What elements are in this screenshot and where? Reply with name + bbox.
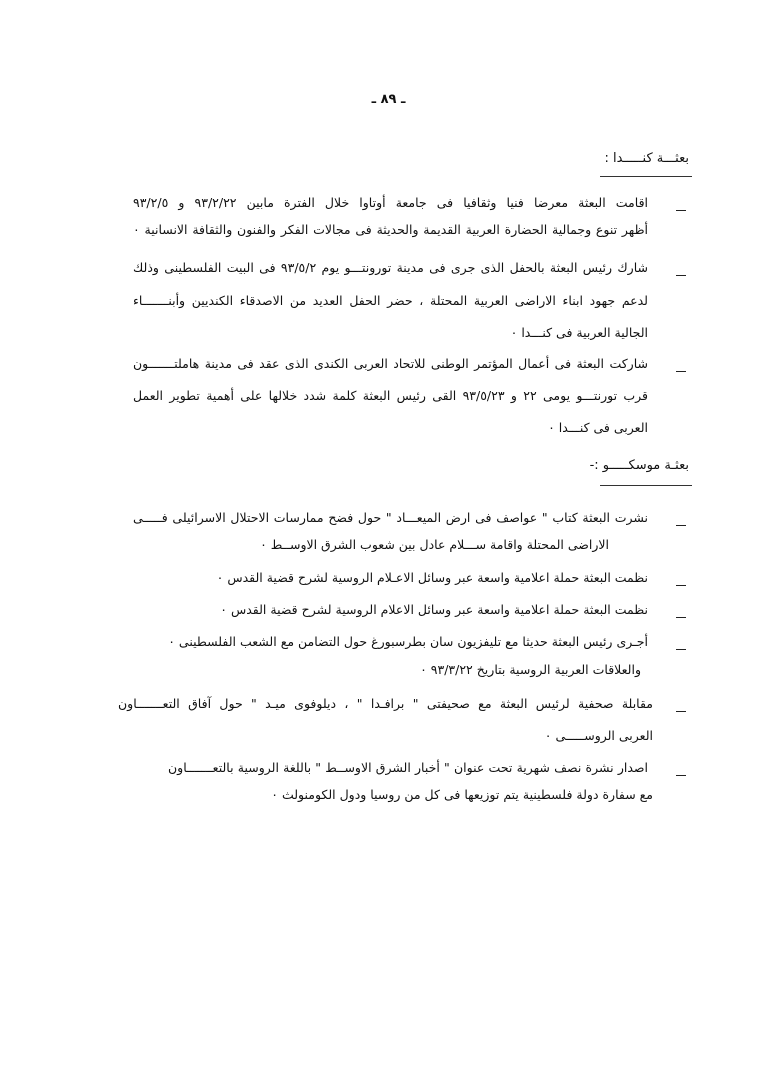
bullet-dash [676,775,686,776]
item-line: والعلاقات العربية الروسية بتاريخ ٩٣/٣/٢٢ ٠ [420,662,641,677]
item-line: اقامت البعثة معرضا فنيا وثقافيا فى جامعة أوتاوا خلال الفترة مابين ٩٣/٢/٢٢ و ٩٣/٢/٥ [133,195,649,210]
section-heading-canada: بعثـــة كنـــــدا : [604,151,689,166]
item-line: العربى فى كنـــدا ٠ [548,420,648,435]
item-line: العربى الروســـــى ٠ [544,728,653,743]
item-line: نشرت البعثة كتاب " عواصف فى ارض الميعـــاد " حول فضح ممارسات الاحتلال الاسرائيلى فـــــى [133,510,648,525]
bullet-dash [676,371,686,372]
item-line: الجالية العربية فى كنـــدا ٠ [510,325,648,340]
bullet-dash [676,210,686,211]
heading-underline [600,176,692,177]
item-line: مع سفارة دولة فلسطينية يتم توزيعها فى كل من روسيا ودول الكومنولث ٠ [271,787,653,802]
item-line: مقابلة صحفية لرئيس البعثة مع صحيفتى " برافـدا " ، ديلوفوى ميـد " حول آفاق التعـــــــاون [118,696,653,711]
heading-underline [600,485,692,486]
item-line: أظهر تنوع وجمالية الحضارة العربية القديمة والحديثة فى مجالات الفكر والفنون والثقافة الانسانية ٠ [133,222,648,237]
item-line: اصدار نشرة نصف شهرية تحت عنوان " أخبار الشرق الاوســط " باللغة الروسية بالتعـــــــاون [168,760,648,775]
bullet-dash [676,525,686,526]
item-line: شاركت البعثة فى أعمال المؤتمر الوطنى للاتحاد العربى الكندى الذى عقد فى مدينة هاملتـــــــون [133,356,648,371]
bullet-dash [676,617,686,618]
item-line: الاراضى المحتلة واقامة ســـلام عادل بين شعوب الشرق الاوســط ٠ [260,537,609,552]
bullet-dash [676,649,686,650]
item-line: أجـرى رئيس البعثة حديثا مع تليفزيون سان بطرسبورغ حول التضامن مع الشعب الفلسطينى ٠ [168,634,648,649]
item-line: شارك رئيس البعثة بالحفل الذى جرى فى مدينة تورونتـــو يوم ٩٣/٥/٢ فى البيت الفلسطينى وذلك [133,260,648,275]
item-line: نظمت البعثة حملة اعلامية واسعة عبر وسائل الاعـلام الروسية لشرح قضية القدس ٠ [216,570,648,585]
item-line: قرب تورنتـــو يومى ٢٢ و ٩٣/٥/٢٣ القى رئيس البعثة كلمة شدد خلالها على أهمية تطوير العمل [133,388,649,403]
page-number: ـ ٨٩ ـ [371,92,406,107]
bullet-dash [676,275,686,276]
item-line: لدعم جهود ابناء الاراضى العربية المحتلة ، حضر الحفل العديد من الاصدقاء الكنديين وأبنـــــــاء [133,293,648,308]
bullet-dash [676,711,686,712]
section-heading-moscow: بعثـة موسكـــــو :- [589,458,689,473]
bullet-dash [676,585,686,586]
item-line: نظمت البعثة حملة اعلامية واسعة عبر وسائل الاعلام الروسية لشرح قضية القدس ٠ [220,602,648,617]
